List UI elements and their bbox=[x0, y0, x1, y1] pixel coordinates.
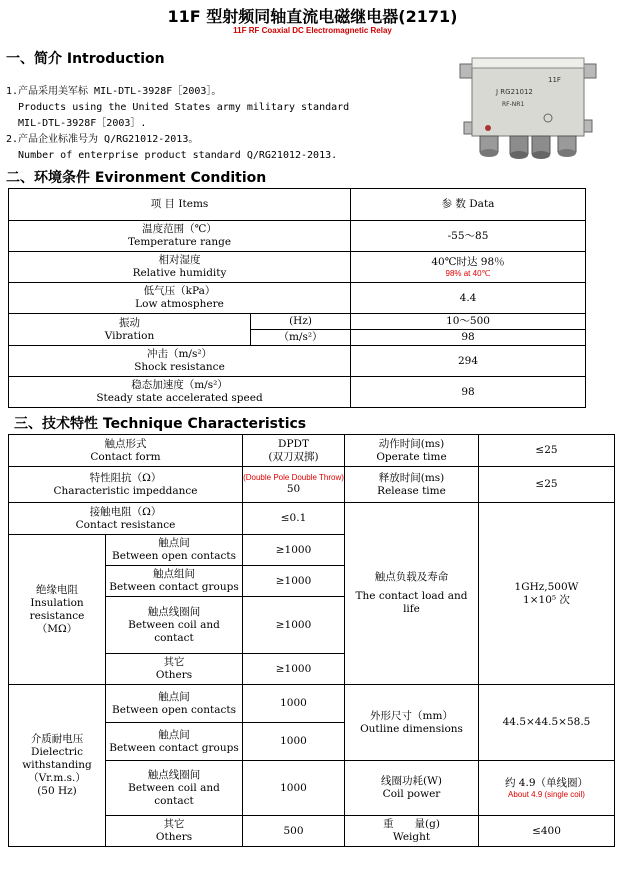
insulation-coil-value: ≥1000 bbox=[243, 597, 345, 654]
dimensions-value: 44.5×44.5×58.5 bbox=[479, 685, 615, 761]
intro-line: Number of enterprise product standard Q/RG21012-2013. bbox=[6, 150, 338, 161]
label-en: Coil power bbox=[382, 788, 441, 800]
insulation-open-value: ≥1000 bbox=[243, 535, 345, 566]
label-en: Contact form bbox=[90, 450, 161, 463]
relay-label-top: 11F bbox=[548, 76, 561, 84]
env-row-accel bbox=[9, 377, 351, 408]
label-en: Characteristic impeddance bbox=[53, 484, 198, 497]
label-cn: 动作时间(ms) bbox=[378, 437, 445, 450]
label-cn: 触点间 bbox=[158, 537, 190, 549]
dielectric-groups-label bbox=[106, 723, 243, 761]
coil-power-label bbox=[345, 761, 479, 816]
label-en: Between contact groups bbox=[109, 741, 239, 754]
label-cn: 绝缘电阻 bbox=[36, 583, 78, 596]
env-label-en: Vibration bbox=[104, 329, 155, 342]
label-en: Between open contacts bbox=[112, 703, 236, 716]
label-en: Between coil and bbox=[128, 781, 220, 794]
value-line: 约 4.9（单线圈） bbox=[504, 776, 589, 789]
value-line: DPDT bbox=[278, 437, 309, 450]
release-time-value: ≤25 bbox=[479, 467, 615, 503]
contact-form-note: (Double Pole Double Throw) bbox=[243, 473, 344, 482]
label-en: resistance bbox=[29, 609, 85, 622]
env-label-cn: 温度范围（℃） bbox=[142, 223, 217, 235]
coil-power-value bbox=[479, 761, 615, 816]
label-cn: 触点线圈间 bbox=[147, 768, 201, 781]
dielectric-coil-value: 1000 bbox=[243, 761, 345, 816]
relay-product-photo bbox=[458, 52, 600, 162]
operate-time-value: ≤25 bbox=[479, 435, 615, 467]
label-en: Outline dimensions bbox=[360, 722, 463, 735]
insulation-other-label bbox=[106, 654, 243, 685]
label-cn: 触点负载及寿命 bbox=[374, 571, 449, 583]
release-time-label bbox=[345, 467, 479, 503]
impedance-label bbox=[9, 467, 243, 503]
weight-value: ≤400 bbox=[479, 816, 615, 847]
env-row-temp bbox=[9, 221, 351, 252]
label-cn: 触点间 bbox=[158, 690, 190, 703]
vibration-value-accel: 98 bbox=[351, 330, 586, 346]
contact-resistance-label bbox=[9, 503, 243, 535]
label-en: Release time bbox=[377, 484, 446, 497]
intro-line: 2.产品企业标准号为 Q/RG21012-2013。 bbox=[6, 134, 199, 145]
vibration-value-hz: 10～500 bbox=[351, 314, 586, 330]
env-value-temp: -55～85 bbox=[351, 221, 586, 252]
dielectric-open-value: 1000 bbox=[243, 685, 345, 723]
env-row-humidity bbox=[9, 252, 351, 283]
label-en: Weight bbox=[392, 831, 431, 843]
weight-label bbox=[345, 816, 479, 847]
intro-line: Products using the United States army military standard bbox=[6, 102, 350, 113]
env-label-cn: 低气压（kPa） bbox=[143, 285, 216, 297]
vibration-unit-hz: (Hz) bbox=[251, 314, 351, 330]
dielectric-coil-label bbox=[106, 761, 243, 816]
section-heading-introduction: 一、简介 Introduction bbox=[6, 51, 165, 67]
label-en: withstanding bbox=[22, 759, 92, 771]
label-en: （Vr.m.s.） bbox=[28, 772, 86, 784]
page-title: 11F 型射频同轴直流电磁继电器(2171) bbox=[167, 7, 458, 26]
relay-label-mid: J RG21012 bbox=[496, 88, 533, 96]
env-label-en: Shock resistance bbox=[134, 361, 225, 373]
value-line: 1×10⁵ 次 bbox=[523, 593, 570, 606]
dimensions-label bbox=[345, 685, 479, 761]
value-line: 50 bbox=[286, 483, 301, 495]
intro-line: MIL-DTL-3928F［2003］. bbox=[6, 118, 147, 129]
impedance-value bbox=[243, 467, 345, 503]
label-en: Operate time bbox=[376, 450, 447, 463]
label-cn: 触点间 bbox=[158, 728, 190, 741]
section-heading-environment: 二、环境条件 Evironment Condition bbox=[6, 170, 267, 186]
label-unit: （MΩ） bbox=[36, 622, 78, 635]
label-en: Between contact groups bbox=[109, 581, 239, 593]
label-en: Contact resistance bbox=[75, 518, 176, 531]
label-cn: 触点形式 bbox=[104, 437, 147, 450]
insulation-label bbox=[9, 535, 106, 685]
dielectric-other-value: 500 bbox=[243, 816, 345, 847]
env-label-cn: 振动 bbox=[119, 316, 140, 329]
env-label-en: Temperature range bbox=[127, 236, 232, 248]
introduction-text bbox=[6, 68, 349, 180]
contact-resistance-value: ≤0.1 bbox=[243, 503, 345, 535]
relay-label-code: RF-NR1 bbox=[502, 101, 525, 108]
environment-table bbox=[8, 188, 586, 408]
env-value-accel: 98 bbox=[351, 377, 586, 408]
dielectric-label bbox=[9, 685, 106, 847]
label-cn: 释放时间(ms) bbox=[378, 471, 445, 484]
env-label-cn: 相对湿度 bbox=[158, 254, 201, 266]
page-subtitle: 11F RF Coaxial DC Electromagnetic Relay bbox=[233, 26, 392, 35]
dielectric-open-label bbox=[106, 685, 243, 723]
label-cn: 其它 bbox=[163, 656, 185, 668]
label-cn: 特性阻抗（Ω） bbox=[89, 471, 162, 484]
label-cn: 介质耐电压 bbox=[30, 733, 84, 745]
label-en: Between open contacts bbox=[112, 550, 236, 562]
intro-line: 1.产品采用美军标 MIL-DTL-3928F［2003］。 bbox=[6, 86, 222, 97]
label-cn: 触点线圈间 bbox=[147, 605, 201, 618]
env-row-vibration bbox=[9, 314, 251, 346]
label-en: contact bbox=[154, 794, 194, 807]
operate-time-label bbox=[345, 435, 479, 467]
value-line: 1GHz,500W bbox=[514, 580, 579, 593]
label-en: Others bbox=[155, 831, 193, 843]
env-label-en: Low atmosphere bbox=[135, 298, 224, 310]
label-en: Dielectric bbox=[31, 746, 83, 758]
label-cn: 外形尺寸（mm） bbox=[370, 709, 453, 722]
label-cn: 线圈功耗(W) bbox=[381, 775, 442, 787]
label-en: The contact load and bbox=[355, 590, 468, 602]
insulation-groups-label bbox=[106, 566, 243, 597]
env-label-cn: 冲击（m/s²） bbox=[146, 348, 213, 360]
insulation-open-label bbox=[106, 535, 243, 566]
env-value-pressure: 4.4 bbox=[351, 283, 586, 314]
contact-form-value bbox=[243, 435, 345, 467]
label-en: Others bbox=[155, 669, 193, 681]
env-label-cn: 稳态加速度（m/s²） bbox=[131, 379, 228, 391]
label-en: Between coil and bbox=[128, 618, 220, 631]
section-heading-technique: 三、技术特性 Technique Characteristics bbox=[14, 416, 307, 432]
dielectric-groups-value: 1000 bbox=[243, 723, 345, 761]
humidity-note: 98% at 40℃ bbox=[445, 268, 491, 278]
label-cn: 重 量(g) bbox=[383, 818, 440, 830]
insulation-other-value: ≥1000 bbox=[243, 654, 345, 685]
env-header-data: 参 数 Data bbox=[351, 189, 586, 221]
label-en: contact bbox=[154, 631, 194, 644]
label-cn: 触点组间 bbox=[153, 568, 195, 580]
load-life-label bbox=[345, 503, 479, 685]
label-cn: 其它 bbox=[163, 818, 185, 830]
env-label-en: Relative humidity bbox=[132, 267, 227, 279]
dielectric-other-label bbox=[106, 816, 243, 847]
vibration-unit-accel: （m/s²） bbox=[251, 330, 351, 346]
technique-table bbox=[8, 434, 615, 847]
env-row-shock bbox=[9, 346, 351, 377]
env-label-en: Steady state accelerated speed bbox=[96, 392, 263, 404]
label-en: Insulation bbox=[30, 596, 84, 609]
coil-power-note: About 4.9 (single coil) bbox=[508, 789, 585, 799]
env-value-humidity bbox=[351, 252, 586, 283]
load-life-value bbox=[479, 503, 615, 685]
env-header-items: 项 目 Items bbox=[9, 189, 351, 221]
value-line: (双刀双掷) bbox=[268, 450, 319, 463]
contact-form-label bbox=[9, 435, 243, 467]
insulation-coil-label bbox=[106, 597, 243, 654]
env-row-pressure bbox=[9, 283, 351, 314]
label-cn: 接触电阻（Ω） bbox=[89, 505, 162, 518]
label-en: (50 Hz) bbox=[37, 785, 77, 797]
humidity-value: 40℃时达 98％ bbox=[431, 255, 505, 268]
env-value-shock: 294 bbox=[351, 346, 586, 377]
insulation-groups-value: ≥1000 bbox=[243, 566, 345, 597]
label-en: life bbox=[403, 603, 420, 615]
